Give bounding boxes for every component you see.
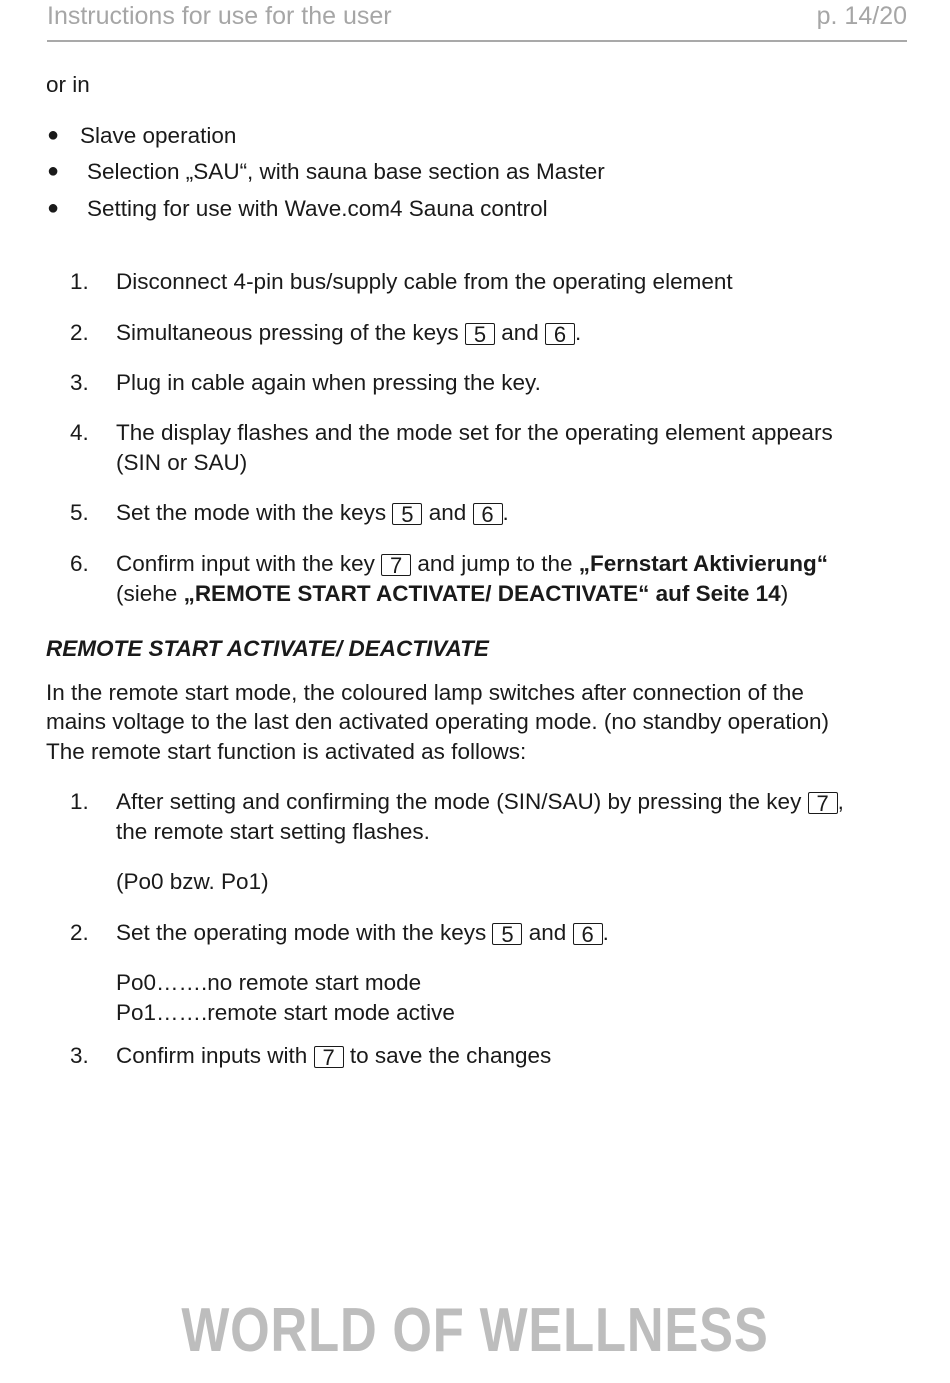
step-text: Plug in cable again when pressing the key.	[116, 370, 541, 395]
key-7-icon: 7	[314, 1046, 344, 1068]
step-text: Confirm inputs with 7 to save the changes	[116, 1043, 552, 1070]
bullet-item: Selection „SAU“, with sauna base section as Master	[87, 159, 605, 184]
step-text: Set the operating mode with the keys 5 and 6 .	[116, 920, 609, 947]
page-header	[47, 0, 907, 42]
mode-option: Po1…….remote start mode active	[116, 1000, 455, 1025]
step-number: 6.	[70, 551, 89, 576]
mode-option: Po0…….no remote start mode	[116, 970, 422, 995]
step-text-continued: (SIN or SAU)	[116, 450, 248, 475]
step-text: Confirm input with the key 7 and jump to the „Fernstart Aktivierung“	[116, 551, 828, 578]
step-text: After setting and confirming the mode (SIN/SAU) by pressing the key 7 ,	[116, 789, 844, 816]
step-number: 1.	[70, 269, 89, 294]
step-number: 2.	[70, 920, 89, 945]
bullet-dot-icon: ●	[47, 197, 60, 219]
bullet-item: Setting for use with Wave.com4 Sauna control	[87, 196, 548, 221]
section-paragraph-line: The remote start function is activated as follows:	[46, 739, 527, 764]
key-5-icon: 5	[392, 503, 422, 525]
cross-reference-link[interactable]: „REMOTE START ACTIVATE/ DEACTIVATE“ auf Seite 14	[183, 581, 781, 606]
key-7-icon: 7	[808, 792, 838, 814]
page-number: p. 14/20	[816, 2, 907, 30]
step-number: 3.	[70, 1043, 89, 1068]
step-number: 2.	[70, 320, 89, 345]
bullet-item: Slave operation	[80, 123, 237, 148]
key-7-icon: 7	[381, 554, 411, 576]
bullet-dot-icon: ●	[47, 160, 60, 182]
bullet-dot-icon: ●	[47, 124, 60, 146]
section-paragraph-line: In the remote start mode, the coloured lamp switches after connection of the	[46, 680, 804, 705]
step-text-continued: (siehe „REMOTE START ACTIVATE/ DEACTIVATE“ auf Seite 14)	[116, 581, 789, 606]
step-text: Set the mode with the keys 5 and 6 .	[116, 500, 509, 527]
key-5-icon: 5	[465, 323, 495, 345]
section-paragraph-line: mains voltage to the last den activated operating mode. (no standby operation)	[46, 709, 829, 734]
brand-logo: WORLD OF WELLNESS	[181, 1296, 769, 1365]
cross-reference-bold: „Fernstart Aktivierung“	[578, 551, 828, 576]
document-title: Instructions for use for the user	[47, 2, 392, 30]
step-number: 4.	[70, 420, 89, 445]
step-note: (Po0 bzw. Po1)	[116, 869, 269, 894]
step-text-continued: the remote start setting flashes.	[116, 819, 430, 844]
step-text: The display flashes and the mode set for the operating element appears	[116, 420, 833, 445]
key-6-icon: 6	[473, 503, 503, 525]
step-number: 1.	[70, 789, 89, 814]
section-heading: REMOTE START ACTIVATE/ DEACTIVATE	[46, 636, 489, 661]
key-6-icon: 6	[545, 323, 575, 345]
step-text: Simultaneous pressing of the keys 5 and 6 .	[116, 320, 582, 347]
key-5-icon: 5	[492, 923, 522, 945]
key-6-icon: 6	[573, 923, 603, 945]
step-number: 5.	[70, 500, 89, 525]
intro-text: or in	[46, 72, 90, 97]
step-number: 3.	[70, 370, 89, 395]
step-text: Disconnect 4-pin bus/supply cable from the operating element	[116, 269, 733, 294]
